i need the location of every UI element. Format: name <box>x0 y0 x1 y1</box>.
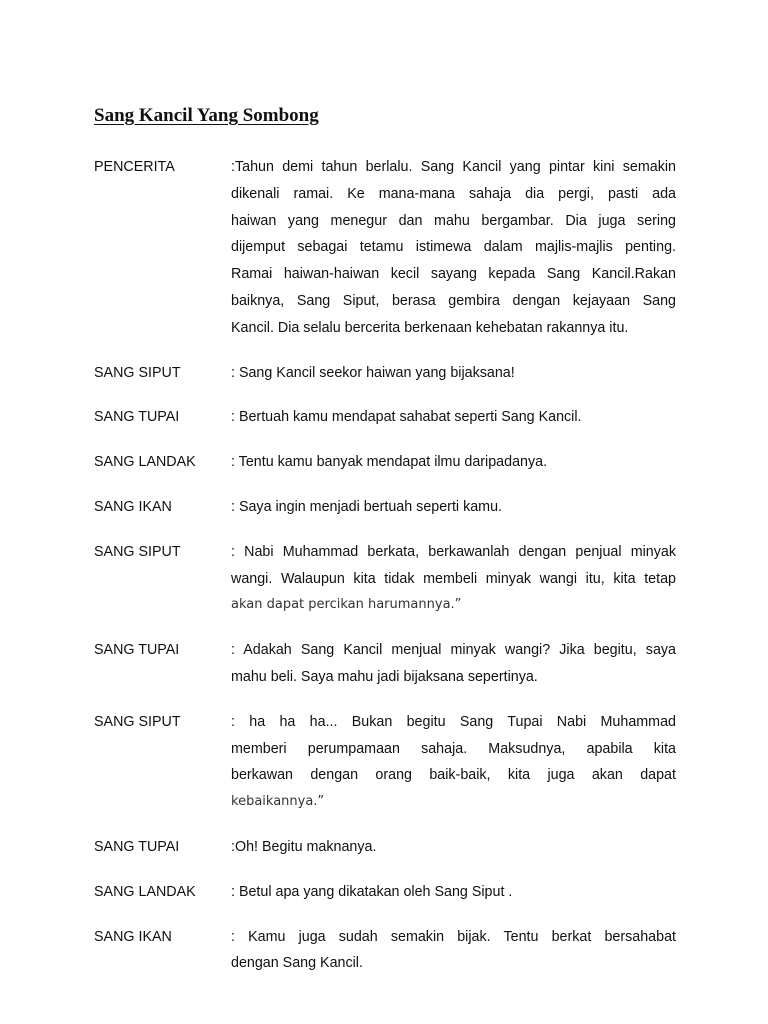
dialogue-text-line: :Oh! Begitu maknanya. <box>231 838 377 855</box>
dialogue-line <box>231 360 676 387</box>
dialogue-entry <box>94 637 676 691</box>
dialogue-line <box>231 539 676 619</box>
dialogue-text-line: haiwan yang menegur dan mahu bergambar. Dia juga sering <box>231 212 676 229</box>
speaker-name: SANG LANDAK <box>94 454 196 471</box>
speaker-name: SANG IKAN <box>94 498 172 515</box>
dialogue-entry <box>94 494 676 521</box>
dialogue-line <box>231 709 676 816</box>
dialogue-text-line: : Sang Kancil seekor haiwan yang bijaksana! <box>231 364 515 381</box>
dialogue-entry <box>94 154 676 342</box>
speaker-name: SANG IKAN <box>94 928 172 945</box>
dialogue-text-line: : Tentu kamu banyak mendapat ilmu daripadanya. <box>231 454 548 471</box>
dialogue-tail-text: kebaikannya.” <box>231 794 325 810</box>
dialogue-text-line: : Bertuah kamu mendapat sahabat seperti Sang Kancil. <box>231 409 582 426</box>
dialogue-line <box>231 154 676 342</box>
dialogue-text-line: memberi perumpamaan sahaja. Maksudnya, apabila kita <box>231 740 676 757</box>
dialogue-text-line: : ha ha ha... Bukan begitu Sang Tupai Nabi Muhammad <box>231 713 676 730</box>
dialogue-text-line: berkawan dengan orang baik-baik, kita juga akan dapat <box>231 767 676 784</box>
dialogue-text-line: : Saya ingin menjadi bertuah seperti kamu. <box>231 498 502 515</box>
dialogue-text-line: : Kamu juga sudah semakin bijak. Tentu berkat bersahabat <box>231 928 676 945</box>
dialogue-entry <box>94 539 676 619</box>
dialogue-text-line: : Nabi Muhammad berkata, berkawanlah dengan penjual minyak <box>231 543 676 560</box>
dialogue-entry <box>94 879 676 906</box>
speaker-name: SANG SIPUT <box>94 364 181 381</box>
dialogue-entry <box>94 360 676 387</box>
dialogue-text-line: : Adakah Sang Kancil menjual minyak wangi? Jika begitu, saya <box>231 642 676 659</box>
dialogue-entry <box>94 924 676 978</box>
dialogue-line <box>231 924 676 978</box>
dialogue-entry <box>94 404 676 431</box>
dialogue-entry <box>94 449 676 476</box>
dialogue-text-line: Ramai haiwan-haiwan kecil sayang kepada Sang Kancil.Rakan <box>231 266 676 283</box>
dialogue-tail-text: akan dapat percikan harumannya.” <box>231 597 462 613</box>
speaker-name: SANG SIPUT <box>94 543 181 560</box>
dialogue-script <box>94 154 676 995</box>
dialogue-text-line: dikenali ramai. Ke mana-mana sahaja dia pergi, pasti ada <box>231 185 676 202</box>
speaker-name: SANG LANDAK <box>94 883 196 900</box>
dialogue-text-line: mahu beli. Saya mahu jadi bijaksana sepertinya. <box>231 668 538 685</box>
dialogue-line <box>231 879 676 906</box>
dialogue-entry <box>94 709 676 816</box>
dialogue-line <box>231 404 676 431</box>
dialogue-text-line: : Betul apa yang dikatakan oleh Sang Siput . <box>231 883 513 900</box>
speaker-name: SANG TUPAI <box>94 838 180 855</box>
dialogue-line <box>231 494 676 521</box>
dialogue-line <box>231 834 676 861</box>
document-title: Sang Kancil Yang Sombong <box>94 105 319 126</box>
speaker-name: PENCERITA <box>94 159 175 175</box>
speaker-name: SANG TUPAI <box>94 409 180 426</box>
dialogue-text-line: Kancil. Dia selalu bercerita berkenaan kehebatan rakannya itu. <box>231 319 629 336</box>
dialogue-text-line: baiknya, Sang Siput, berasa gembira dengan kejayaan Sang <box>231 292 676 309</box>
speaker-name: SANG TUPAI <box>94 642 180 659</box>
speaker-name: SANG SIPUT <box>94 713 181 730</box>
dialogue-entry <box>94 834 676 861</box>
dialogue-text-line: dijemput sebagai tetamu istimewa dalam majlis-majlis penting. <box>231 239 676 256</box>
dialogue-text-line: :Tahun demi tahun berlalu. Sang Kancil yang pintar kini semakin <box>231 159 676 175</box>
dialogue-line <box>231 449 676 476</box>
dialogue-line <box>231 637 676 691</box>
dialogue-text-line: wangi. Walaupun kita tidak membeli minyak wangi itu, kita tetap <box>231 570 676 587</box>
dialogue-text-line: dengan Sang Kancil. <box>231 955 363 972</box>
